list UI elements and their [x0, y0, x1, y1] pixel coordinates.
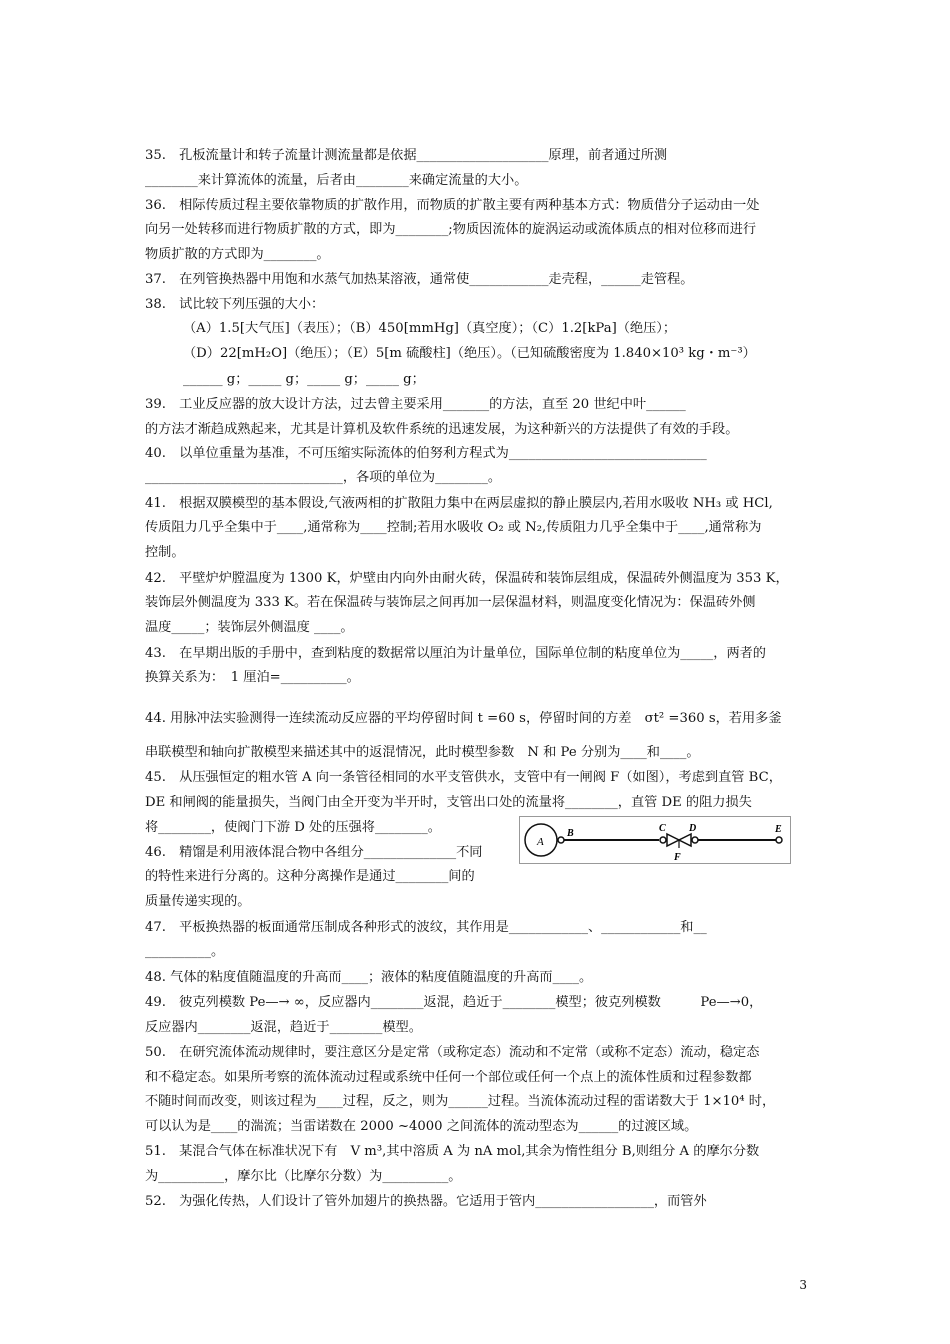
label-c: C: [659, 823, 666, 834]
text-line: 42. 平壁炉炉膛温度为 1300 K，炉壁由内向外由耐火砖，保温砖和装饰层组成，保温砖外侧温度为 353 K，: [145, 571, 789, 586]
text-line: 49. 彼克列模数 Pe—→ ∞，反应器内________返混，趋近于________模型；彼克列模数 Pe—→0，: [145, 995, 763, 1010]
label-f: F: [674, 852, 681, 863]
text-line: 的方法才渐趋成熟起来，尤其是计算机及软件系统的迅速发展，为这种新兴的方法提供了有效的手段。: [145, 422, 739, 437]
label-d: D: [689, 823, 697, 834]
text-line: 将________，使阀门下游 D 处的压强将________。: [145, 820, 441, 835]
text-line: ______________________________，各项的单位为________。: [145, 470, 502, 485]
text-line: 传质阻力几乎全集中于____,通常称为____控制;若用水吸收 O₂ 或 N₂,传质阻力几乎全集中于____,通常称为: [145, 520, 762, 535]
point-b: [558, 837, 564, 843]
label-e: E: [775, 824, 782, 835]
text-line: 41. 根据双膜模型的基本假设,气液两相的扩散阻力集中在两层虚拟的静止膜层内,若用水吸收 NH₃ 或 HCl,: [145, 496, 773, 511]
point-c: [660, 837, 666, 843]
text-line: ________来计算流体的流量，后者由________来确定流量的大小。: [145, 173, 528, 188]
text-line: 37. 在列管换热器中用饱和水蒸气加热某溶液，通常使____________走壳程，______走管程。: [145, 272, 694, 287]
text-line: 和不稳定态。如果所考察的流体流动过程或系统中任何一个部位或任何一个点上的流体性质和过程参数都: [145, 1070, 752, 1085]
text-line: 40. 以单位重量为基准，不可压缩实际流体的伯努利方程式为______________________________: [145, 446, 707, 461]
page-number: 3: [799, 1278, 807, 1292]
text-line: 向另一处转移而进行物质扩散的方式，即为________;物质因流体的旋涡运动或流体质点的相对位移而进行: [145, 222, 757, 237]
text-line: 不随时间而改变，则该过程为____过程，反之，则为______过程。当流体流动过程的雷诺数大于 1×10⁴ 时，: [145, 1094, 776, 1109]
text-line: DE 和闸阀的能量损失，当阀门由全开变为半开时，支管出口处的流量将________，直管 DE 的阻力损失: [145, 795, 752, 810]
text-line: 串联模型和轴向扩散模型来描述其中的返混情况，此时模型参数 N 和 Pe 分别为____和____。: [145, 745, 700, 760]
text-line: （A）1.5[大气压]（表压）；（B）450[mmHg]（真空度）；（C）1.2[kPa]（绝压）；: [183, 321, 677, 336]
text-line: ______ g；_____ g；_____ g；_____ g；: [183, 372, 425, 387]
text-line: 39. 工业反应器的放大设计方法，过去曾主要采用_______的方法，直至 20 世纪中叶______: [145, 397, 686, 412]
text-line: 的特性来进行分离的。这种分离操作是通过________间的: [145, 869, 475, 884]
point-d: [692, 837, 698, 843]
text-line: 48. 气体的粘度值随温度的升高而____；液体的粘度值随温度的升高而____。: [145, 970, 593, 985]
text-line: 可以认为是____的湍流；当雷诺数在 2000 ~4000 之间流体的流动型态为______的过渡区域。: [145, 1119, 698, 1134]
text-line: 物质扩散的方式即为________。: [145, 247, 330, 262]
label-a: A: [537, 836, 544, 848]
text-line: 46. 精馏是利用液体混合物中各组分______________不同: [145, 845, 483, 860]
point-e: [776, 837, 782, 843]
text-line: __________。: [145, 944, 225, 959]
text-line: 控制。: [145, 545, 185, 560]
text-line: 51. 某混合气体在标准状况下有 V m³,其中溶质 A 为 nA mol,其余为惰性组分 B,则组分 A 的摩尔分数: [145, 1144, 760, 1159]
label-b: B: [567, 828, 574, 839]
text-line: 44. 用脉冲法实验测得一连续流动反应器的平均停留时间 t̄ =60 s，停留时间的方差 σt² =360 s，若用多釜: [145, 711, 782, 726]
valve-right: [679, 834, 691, 846]
text-line: 45. 从压强恒定的粗水管 A 向一条管径相同的水平支管供水，支管中有一闸阀 F（如图），考虑到直管 BC，: [145, 770, 782, 785]
valve-left: [667, 834, 679, 846]
text-line: 50. 在研究流体流动规律时，要注意区分是定常（或称定态）流动和不定常（或称不定态）流动，稳定态: [145, 1045, 760, 1060]
text-line: 38. 试比较下列压强的大小：: [145, 297, 325, 312]
text-line: （D）22[mH₂O]（绝压）；（E）5[m 硫酸柱]（绝压）。（已知硫酸密度为 1.840×10³ kg・m⁻³）: [183, 346, 756, 361]
text-line: 反应器内________返混，趋近于________模型。: [145, 1020, 422, 1035]
text-line: 47. 平板换热器的板面通常压制成各种形式的波纹，其作用是____________、____________和__: [145, 920, 707, 935]
text-line: 温度_____；装饰层外侧温度 ____。: [145, 620, 354, 635]
text-line: 43. 在早期出版的手册中，查到粘度的数据常以厘泊为计量单位，国际单位制的粘度单位为_____，两者的: [145, 646, 766, 661]
text-line: 35. 孔板流量计和转子流量计测流量都是依据____________________原理，前者通过所测: [145, 148, 668, 163]
text-line: 装饰层外侧温度为 333 K。若在保温砖与装饰层之间再加一层保温材料，则温度变化情况为：保温砖外侧: [145, 595, 756, 610]
text-line: 52. 为强化传热，人们设计了管外加翅片的换热器。它适用于管内__________________，而管外: [145, 1194, 707, 1209]
text-line: 换算关系为： 1 厘泊=__________。: [145, 670, 360, 685]
text-line: 为__________，摩尔比（比摩尔分数）为__________。: [145, 1169, 462, 1184]
pipe-diagram: [519, 816, 791, 864]
text-line: 质量传递实现的。: [145, 894, 251, 909]
text-line: 36. 相际传质过程主要依靠物质的扩散作用，而物质的扩散主要有两种基本方式：物质借分子运动由一处: [145, 198, 760, 213]
